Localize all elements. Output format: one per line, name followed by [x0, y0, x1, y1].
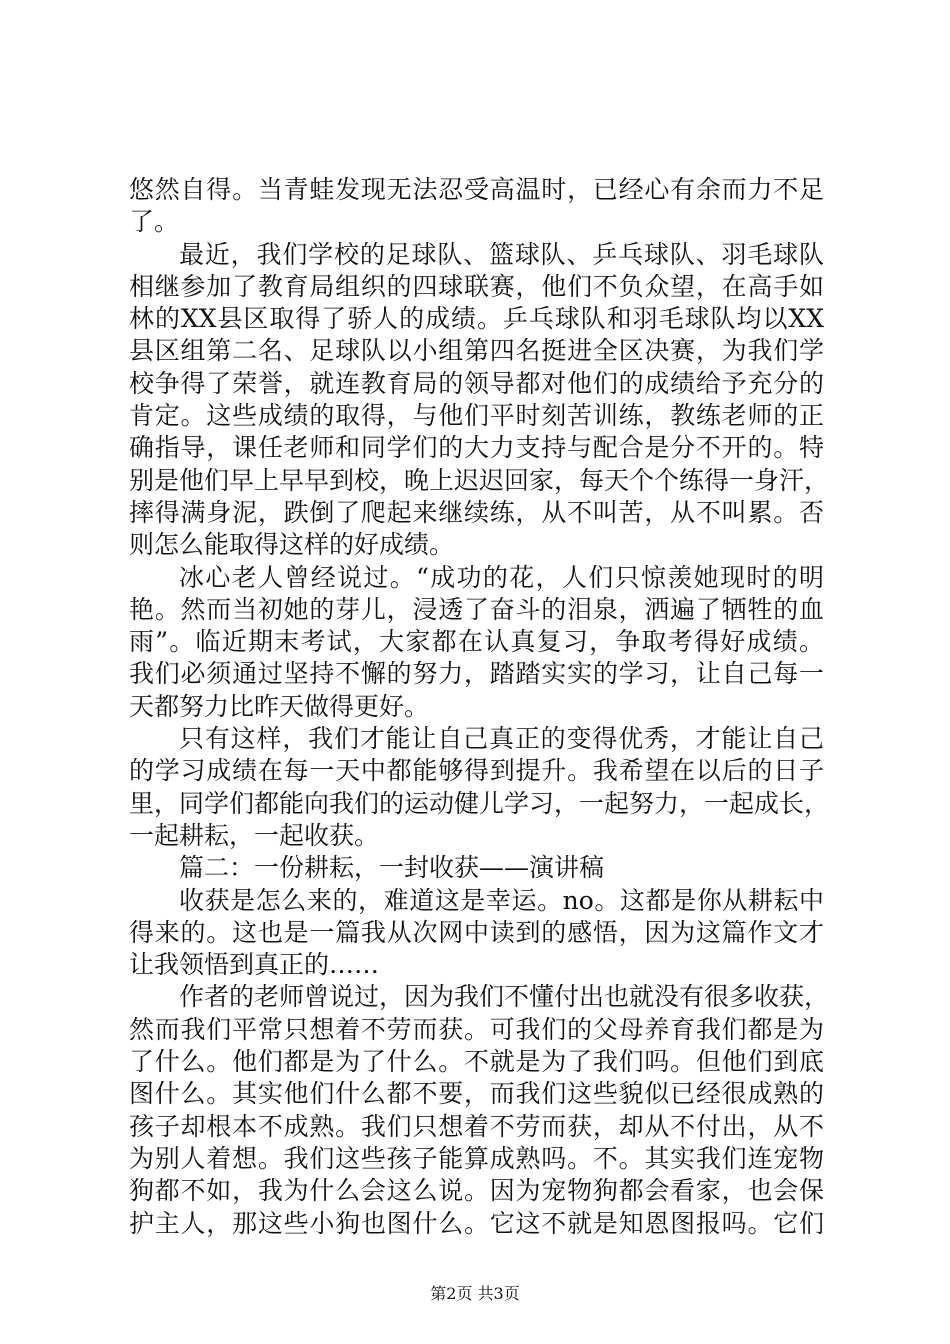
text-line: 艳。然而当初她的芽儿，浸透了奋斗的泪泉，洒遍了牺牲的血: [129, 594, 824, 624]
text-line: 护主人，那这些小狗也图什么。它这不就是知恩图报吗。它们: [129, 1208, 824, 1238]
text-line: 了什么。他们都是为了什么。不就是为了我们吗。但他们到底: [129, 1047, 824, 1077]
text-line: 了。: [129, 207, 180, 237]
text-line: 校争得了荣誉，就连教育局的领导都对他们的成绩给予充分的: [129, 368, 824, 398]
text-line: 肯定。这些成绩的取得，与他们平时刻苦训练，教练老师的正: [129, 401, 824, 431]
text-line: 县区组第二名、足球队以小组第四名挺进全区决赛，为我们学: [129, 336, 824, 366]
text-line: 别是他们早上早早到校，晚上迟迟回家，每天个个练得一身汗，: [129, 465, 830, 495]
text-line: 确指导，课任老师和同学们的大力支持与配合是分不开的。特: [129, 433, 824, 463]
paragraph-start-line: 作者的老师曾说过，因为我们不懂付出也就没有很多收获，: [179, 982, 830, 1012]
text-line: 然而我们平常只想着不劳而获。可我们的父母养育我们都是为: [129, 1014, 824, 1044]
paragraph-start-line: 冰心老人曾经说过。“成功的花，人们只惊羡她现时的明: [179, 562, 824, 592]
section-heading: 篇二：一份耕耘，一封收获——演讲稿: [179, 853, 605, 883]
text-line: 让我领悟到真正的……: [129, 950, 380, 980]
document-body: [129, 174, 830, 1240]
paragraph-start-line: 最近，我们学校的足球队、篮球队、乒乓球队、羽毛球队: [179, 239, 824, 269]
text-line: 则怎么能取得这样的好成绩。: [129, 530, 455, 560]
text-line: 图什么。其实他们什么都不要，而我们这些貌似已经很成熟的: [129, 1079, 824, 1109]
text-line: 狗都不如，我为什么会这么说。因为宠物狗都会看家，也会保: [129, 1176, 824, 1206]
text-line: 的学习成绩在每一天中都能够得到提升。我希望在以后的日子: [129, 756, 824, 786]
text-line: 一起耕耘，一起收获。: [129, 820, 380, 850]
text-line: 相继参加了教育局组织的四球联赛，他们不负众望，在高手如: [129, 271, 824, 301]
text-line: 为别人着想。我们这些孩子能算成熟吗。不。其实我们连宠物: [129, 1143, 824, 1173]
text-line: 摔得满身泥，跌倒了爬起来继续练，从不叫苦，从不叫累。否: [129, 497, 824, 527]
paragraph-start-line: 只有这样，我们才能让自己真正的变得优秀，才能让自己: [179, 724, 824, 754]
text-line: 得来的。这也是一篇我从次网中读到的感悟，因为这篇作文才: [129, 917, 824, 947]
page-number-footer: 第2页 共3页: [430, 1284, 520, 1303]
text-line: 林的XX县区取得了骄人的成绩。乒乓球队和羽毛球队均以XX: [129, 304, 824, 334]
paragraph-start-line: 收获是怎么来的，难道这是幸运。no。这都是你从耕耘中: [179, 885, 824, 915]
text-line: 我们必须通过坚持不懈的努力，踏踏实实的学习，让自己每一: [129, 659, 824, 689]
text-line: 孩子却根本不成熟。我们只想着不劳而获，却从不付出，从不: [129, 1111, 824, 1141]
text-line: 里，同学们都能向我们的运动健儿学习，一起努力，一起成长，: [129, 788, 830, 818]
text-line: 雨”。临近期末考试，大家都在认真复习，争取考得好成绩。: [129, 627, 824, 657]
text-line: 天都努力比昨天做得更好。: [129, 691, 430, 721]
text-line: 悠然自得。当青蛙发现无法忍受高温时，已经心有余而力不足: [129, 175, 824, 204]
